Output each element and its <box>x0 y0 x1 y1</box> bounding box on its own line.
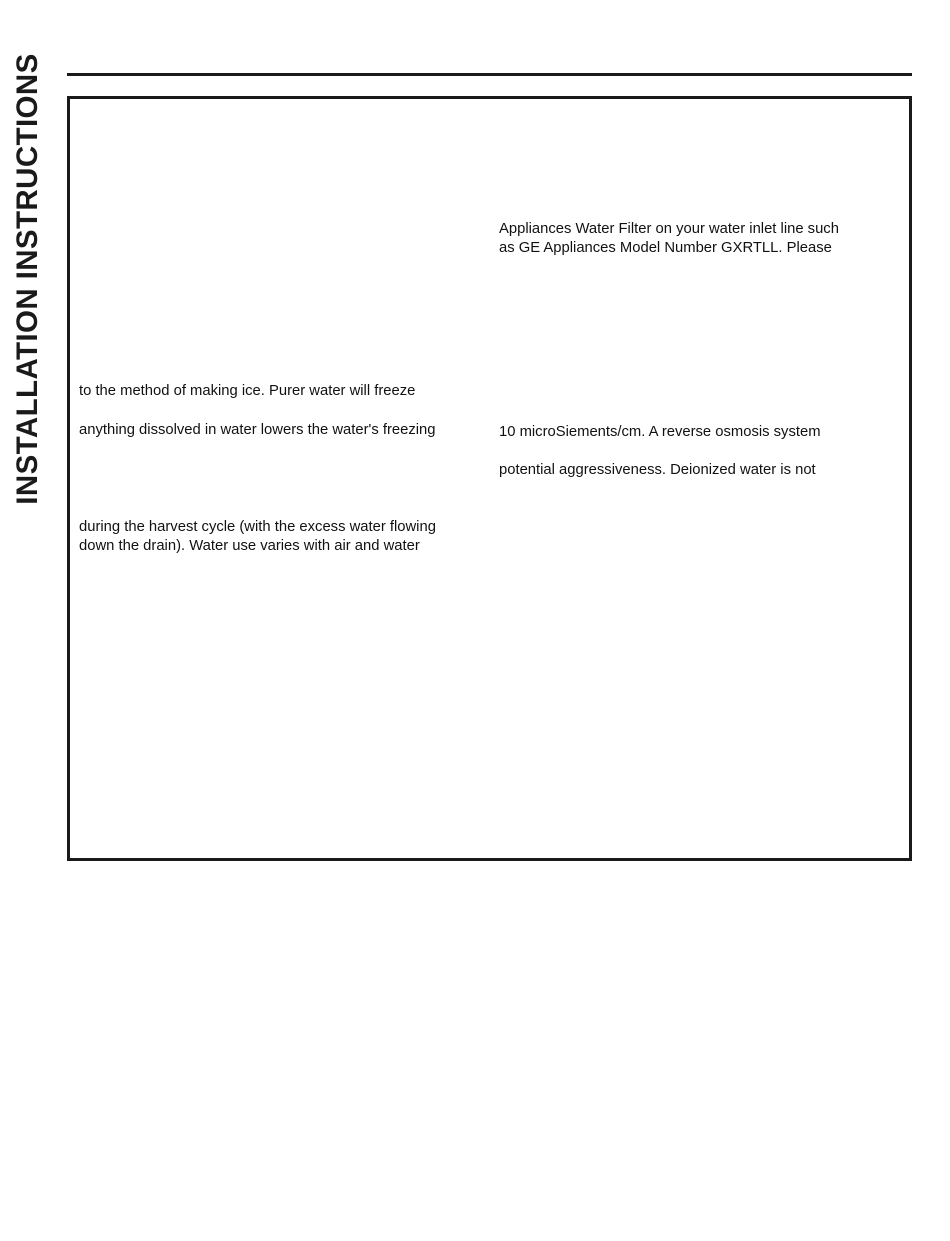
right-text-line: potential aggressiveness. Deionized water is not <box>499 462 816 478</box>
right-text-line: as GE Appliances Model Number GXRTLL. Please <box>499 240 832 256</box>
left-text-line: anything dissolved in water lowers the water's freezing <box>79 422 436 438</box>
left-text-line: down the drain). Water use varies with air and water <box>79 538 420 554</box>
right-text-line: Appliances Water Filter on your water inlet line such <box>499 221 839 237</box>
header-rule <box>67 73 912 76</box>
side-title <box>11 36 45 522</box>
right-text-line: 10 microSiements/cm. A reverse osmosis system <box>499 424 821 440</box>
left-text-line: to the method of making ice. Purer water will freeze <box>79 383 416 399</box>
left-text-line: during the harvest cycle (with the excess water flowing <box>79 519 436 535</box>
side-title-text: INSTALLATION INSTRUCTIONS <box>11 53 44 505</box>
